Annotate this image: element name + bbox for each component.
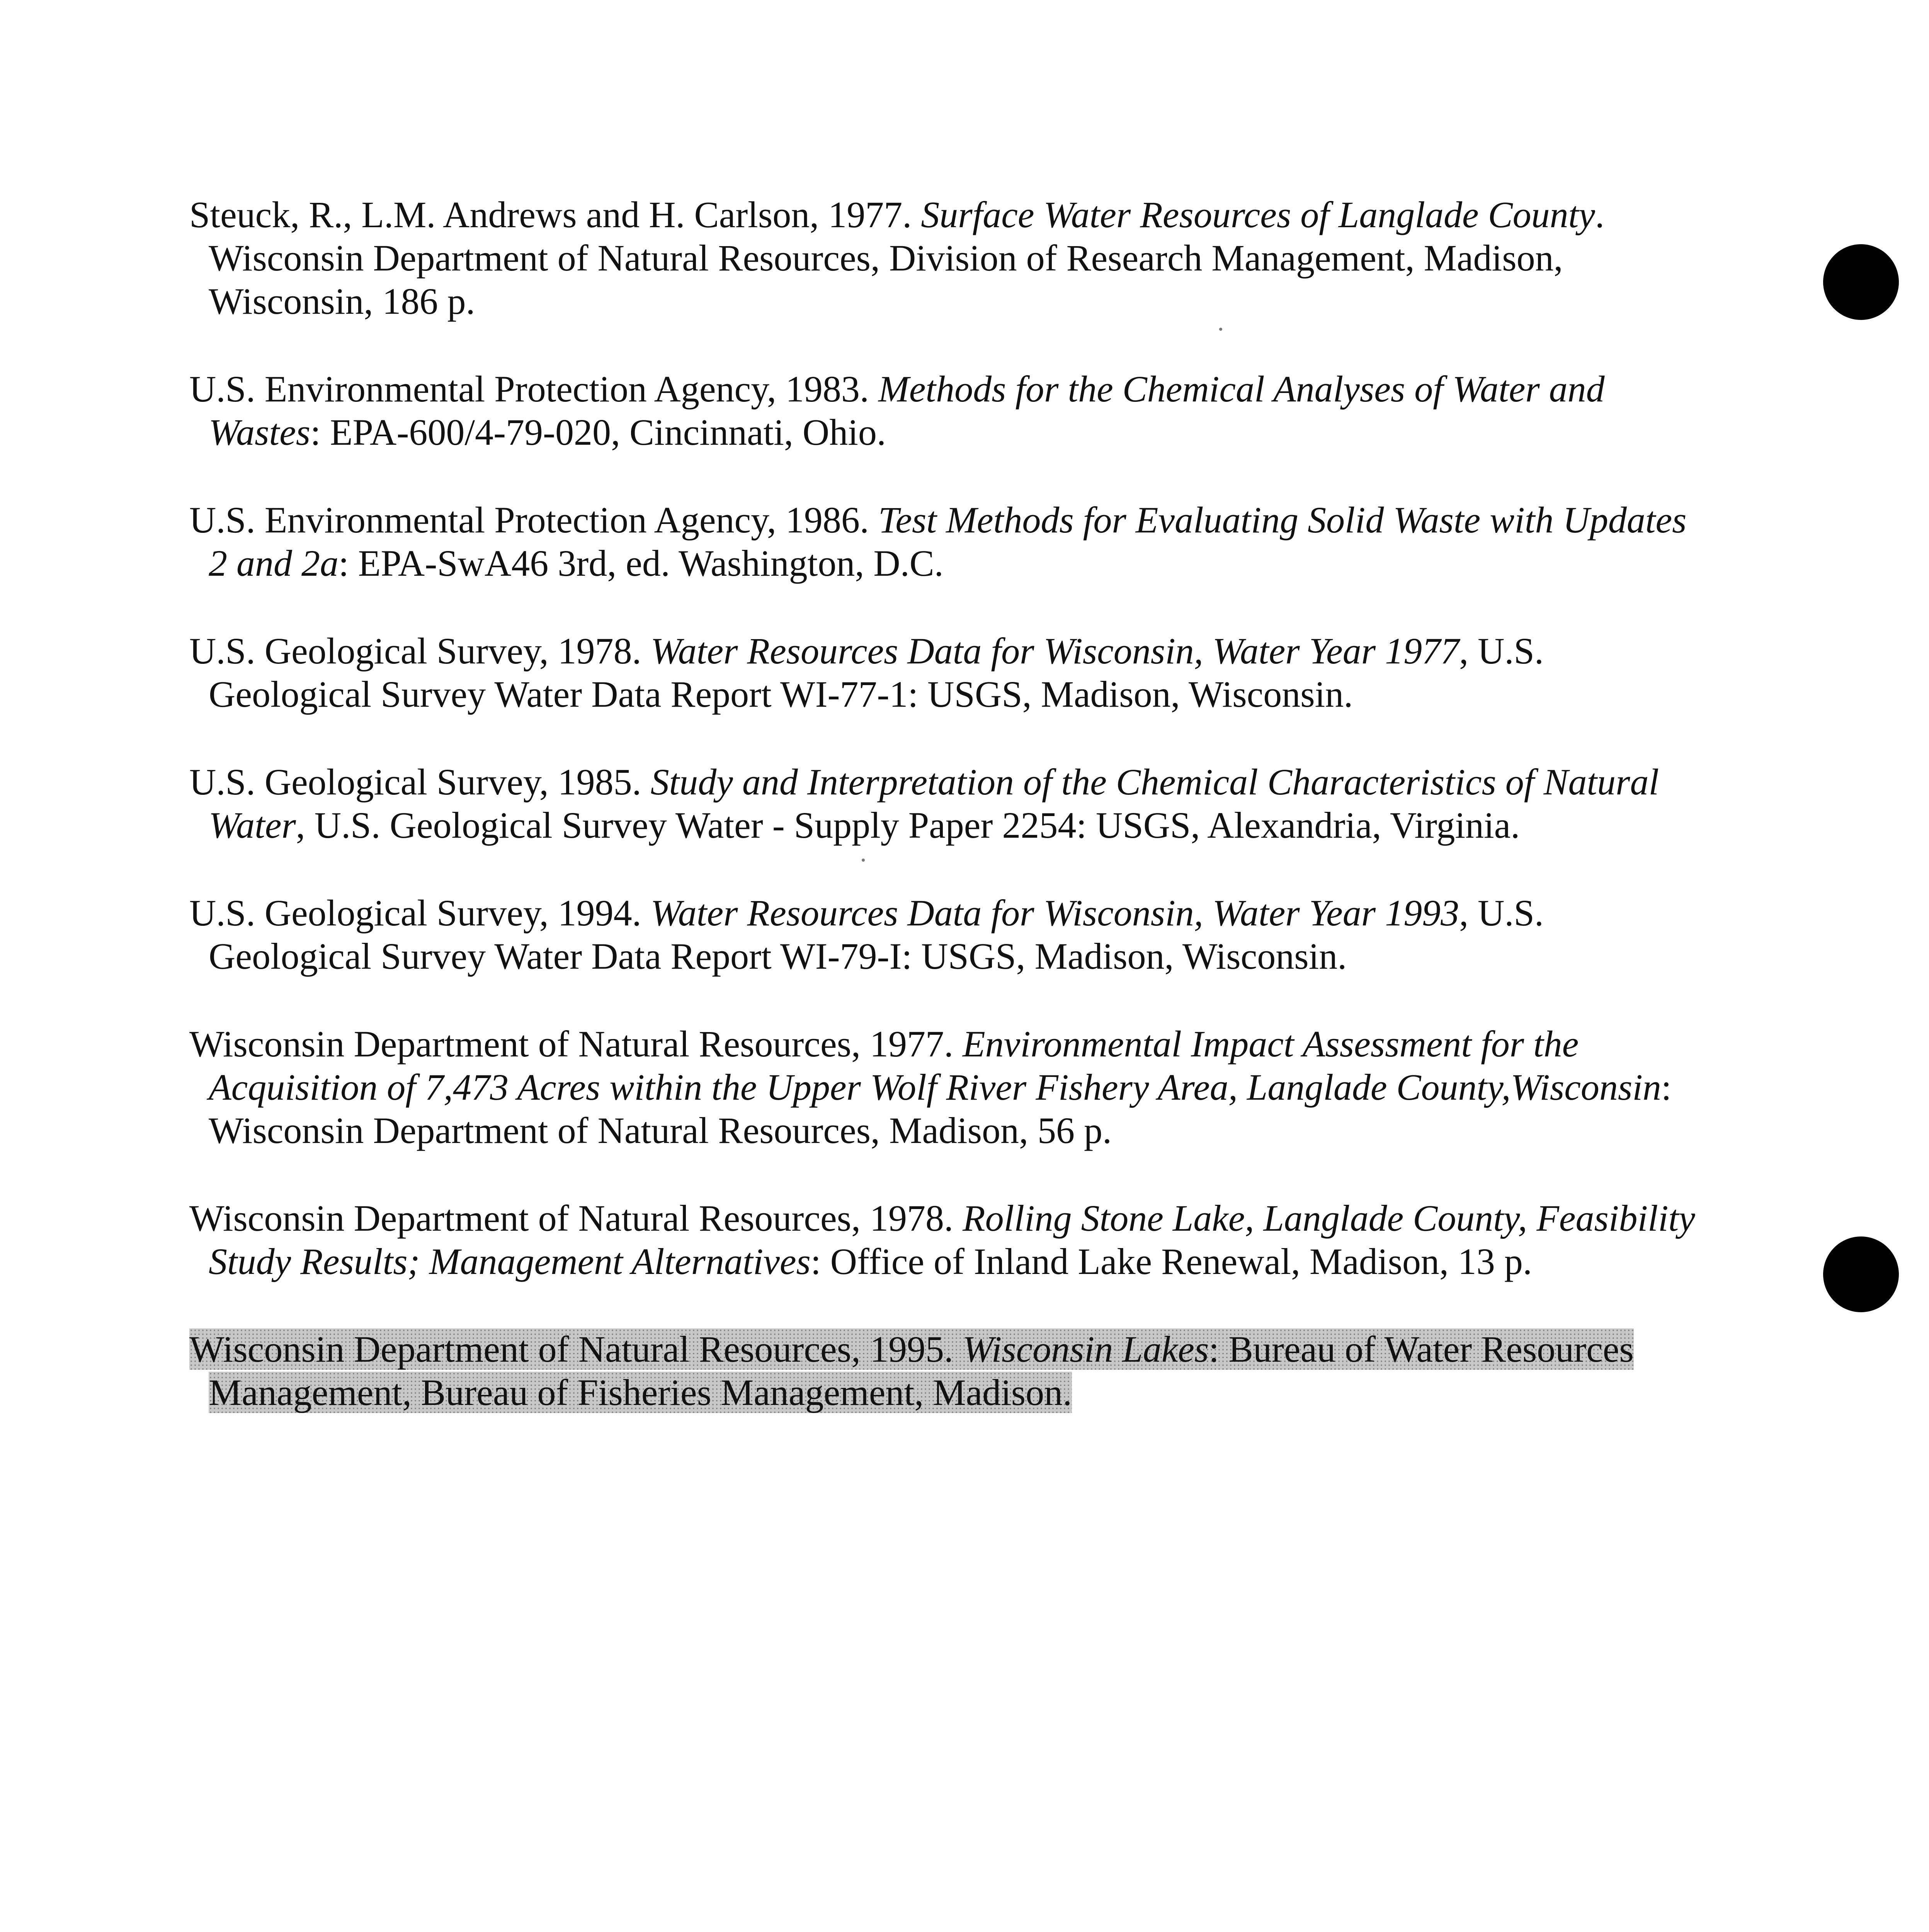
reference-entry (189, 367, 1696, 454)
reference-publisher: , U.S. Geological Survey Water Data Report WI-77-1: USGS, Madison, Wisconsin. (209, 630, 1544, 715)
reference-publisher: : Bureau of Water Resources Management, Bureau of Fisheries Management, Madison. (209, 1328, 1634, 1413)
reference-title: Surface Water Resources of Langlade County (921, 194, 1595, 235)
reference-author-year: Wisconsin Department of Natural Resources, 1977. (189, 1023, 963, 1065)
revision-highlight (189, 1328, 1634, 1413)
reference-entry (189, 760, 1696, 847)
reference-title: Rolling Stone Lake, Langlade County, Feasibility Study Results; Management Alternatives (209, 1197, 1695, 1282)
reference-author-year: U.S. Geological Survey, 1994. (189, 892, 651, 934)
reference-list (189, 193, 1696, 1459)
reference-title: Water Resources Data for Wisconsin, Water Year 1977 (650, 630, 1460, 672)
reference-author-year: Wisconsin Department of Natural Resources, 1978. (189, 1197, 963, 1239)
reference-entry (189, 891, 1696, 978)
reference-author-year: U.S. Environmental Protection Agency, 1986. (189, 499, 878, 541)
reference-title: Test Methods for Evaluating Solid Waste with Updates 2 and 2a (209, 499, 1687, 584)
reference-entry-highlighted (189, 1328, 1696, 1414)
reference-publisher: : Office of Inland Lake Renewal, Madison, 13 p. (810, 1241, 1532, 1282)
reference-author-year: U.S. Geological Survey, 1978. (189, 630, 651, 672)
reference-title: Methods for the Chemical Analyses of Water and Wastes (209, 368, 1605, 453)
reference-entry (189, 1197, 1696, 1283)
punch-hole-middle (1823, 1236, 1899, 1312)
reference-title: Water Resources Data for Wisconsin, Water Year 1993 (650, 892, 1460, 934)
reference-entry (189, 629, 1696, 716)
reference-title: Environmental Impact Assessment for the Acquisition of 7,473 Acres within the Upper Wolf River Fishery Area, Langlade County,Wisconsin (209, 1023, 1661, 1108)
reference-publisher: : Wisconsin Department of Natural Resources, Madison, 56 p. (209, 1066, 1672, 1151)
reference-publisher: : EPA-600/4-79-020, Cincinnati, Ohio. (310, 412, 886, 453)
punch-hole-top (1823, 244, 1899, 320)
reference-author-year: U.S. Environmental Protection Agency, 1983. (189, 368, 878, 410)
reference-title: Wisconsin Lakes (962, 1328, 1209, 1370)
reference-title: Study and Interpretation of the Chemical Characteristics of Natural Water (209, 761, 1659, 846)
reference-publisher: . Wisconsin Department of Natural Resources, Division of Research Management, Madison, Wisconsin, 186 p. (209, 194, 1604, 322)
reference-publisher: : EPA-SwA46 3rd, ed. Washington, D.C. (339, 543, 944, 584)
reference-entry (189, 193, 1696, 323)
reference-entry (189, 1022, 1696, 1152)
reference-author-year: Wisconsin Department of Natural Resources, 1995. (189, 1328, 963, 1370)
reference-entry (189, 498, 1696, 585)
reference-author-year: Steuck, R., L.M. Andrews and H. Carlson, 1977. (189, 194, 921, 235)
reference-publisher: , U.S. Geological Survey Water - Supply Paper 2254: USGS, Alexandria, Virginia. (296, 804, 1520, 846)
reference-publisher: , U.S. Geological Survey Water Data Report WI-79-I: USGS, Madison, Wisconsin. (209, 892, 1544, 977)
reference-author-year: U.S. Geological Survey, 1985. (189, 761, 651, 803)
